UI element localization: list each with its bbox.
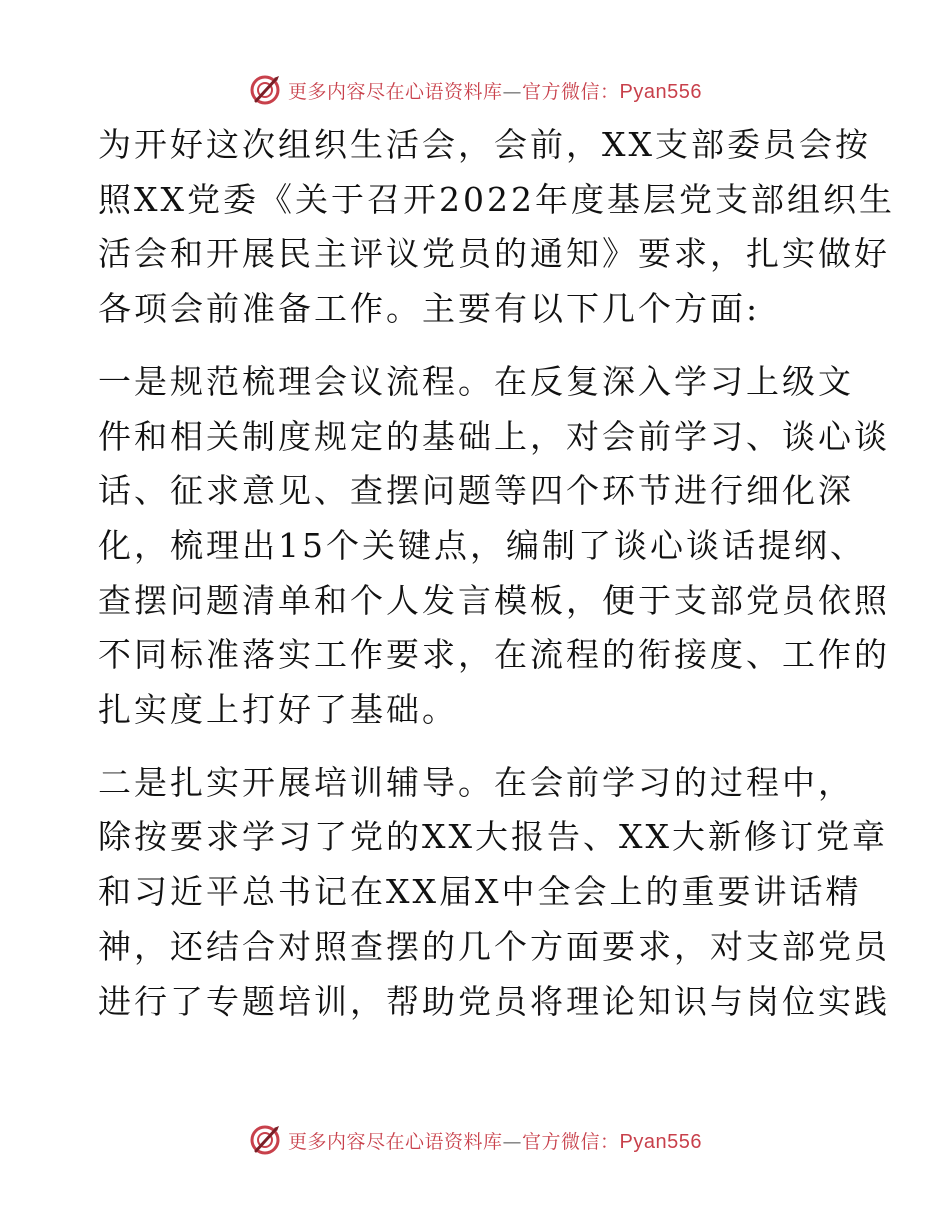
- text-line: 神，还结合对照查摆的几个方面要求，对支部党员: [98, 926, 890, 966]
- text-line: 查摆问题清单和个人发言模板，便于支部党员依照: [98, 580, 890, 620]
- banner-middle: 官方微信：: [522, 80, 620, 103]
- text-line: 进行了专题培训，帮助党员将理论知识与岗位实践: [98, 981, 890, 1021]
- banner-dash: —: [502, 1130, 523, 1153]
- banner-text: [288, 1127, 702, 1154]
- text-line: 为开好这次组织生活会，会前，XX支部委员会按: [98, 125, 871, 164]
- banner-middle: 官方微信：: [522, 1130, 620, 1153]
- paragraph-one: [98, 355, 890, 738]
- text-line: 化，梳理出15个关键点，编制了谈心谈话提纲、: [98, 525, 866, 565]
- footer-banner: [0, 1120, 950, 1160]
- text-line: 和习近平总书记在XX届X中全会上的重要讲话精: [98, 872, 862, 912]
- header-banner: [0, 70, 950, 110]
- text-line: 扎实度上打好了基础。: [98, 690, 458, 730]
- brand-logo-icon: [248, 1123, 282, 1157]
- banner-prefix: 更多内容尽在心语资料库: [288, 80, 503, 103]
- text-line: 一是规范梳理会议流程。在反复深入学习上级文: [98, 361, 854, 401]
- banner-text: [288, 77, 702, 104]
- text-line: 活会和开展民主评议党员的通知》要求，扎实做好: [98, 234, 890, 274]
- text-line: 二是扎实开展培训辅导。在会前学习的过程中，: [98, 762, 854, 802]
- document-body: [98, 118, 895, 1047]
- banner-prefix: 更多内容尽在心语资料库: [288, 1130, 503, 1153]
- text-line: 照XX党委《关于召开2022年度基层党支部组织生: [98, 179, 895, 219]
- banner-handle: Pyan556: [619, 1130, 702, 1153]
- text-line: 话、征求意见、查摆问题等四个环节进行细化深: [98, 471, 854, 511]
- brand-logo-icon: [248, 73, 282, 107]
- text-line: 各项会前准备工作。主要有以下几个方面:: [98, 289, 761, 329]
- text-line: 不同标准落实工作要求，在流程的衔接度、工作的: [98, 635, 890, 675]
- banner-dash: —: [502, 80, 523, 103]
- paragraph-two: [98, 756, 890, 1030]
- paragraph-intro: [98, 118, 895, 337]
- text-line: 除按要求学习了党的XX大报告、XX大新修订党章: [98, 817, 888, 857]
- banner-handle: Pyan556: [619, 80, 702, 103]
- text-line: 件和相关制度规定的基础上，对会前学习、谈心谈: [98, 416, 890, 456]
